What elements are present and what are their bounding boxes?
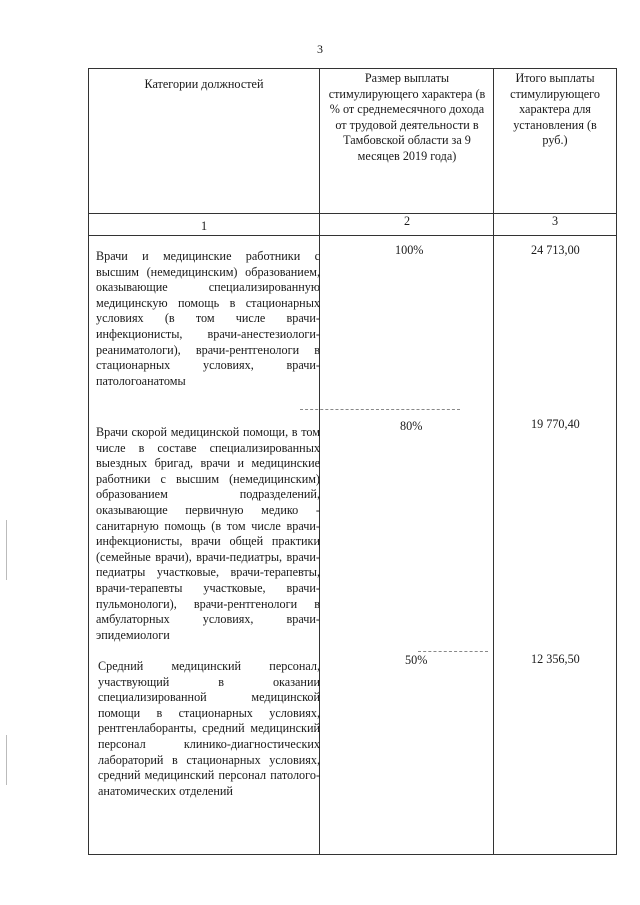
row-amount: 24 713,00 xyxy=(531,243,580,257)
row-divider xyxy=(418,651,488,652)
row-amount: 19 770,40 xyxy=(531,417,580,431)
row-percent: 80% xyxy=(400,419,423,433)
scan-edge-mark xyxy=(6,520,7,580)
column-number: 1 xyxy=(200,219,208,233)
header-total-amount: Итого выплаты стимулирующего характера для установления (в руб.) xyxy=(510,71,600,148)
row-category: Средний медицинский персонал, участвующий в оказании специализированной медицинской помощи в стационарных условиях, рентгенлаборанты, средний медицинский персонал клинико-диагностических лабораторий в стационарных условиях, средний медицинский персонал патолого-анатомических отделений xyxy=(98,659,320,798)
table-border-left xyxy=(88,68,89,855)
row-amount: 12 356,50 xyxy=(531,652,580,666)
table-border-right xyxy=(616,68,617,855)
scan-edge-mark xyxy=(6,735,7,785)
row-divider xyxy=(300,409,460,410)
row-category: Врачи и медицинские работники с высшим (немедицинским) образованием, оказывающие специализированную медицинскую помощь в стационарных условиях (в том числе врачи-инфекционисты, врачи-анестезиологи- реаниматологи), врачи-рентгенологи в стационарных условиях, врачи-патологоанатомы xyxy=(96,249,320,388)
row-percent: 50% xyxy=(405,653,428,667)
column-number: 3 xyxy=(551,214,559,228)
row-percent: 100% xyxy=(395,243,424,257)
page-number: 3 xyxy=(317,42,323,56)
payments-table xyxy=(88,68,617,855)
header-percent: Размер выплаты стимулирующего характера (в % от среднемесячного дохода от трудовой деятельности в Тамбовской области за 9 месяцев 2019 года) xyxy=(328,71,486,163)
table-column-divider xyxy=(493,68,494,855)
column-number: 2 xyxy=(403,214,411,228)
column-numbers-divider xyxy=(88,235,617,236)
table-border-bottom xyxy=(88,854,617,855)
header-categories: Категории должностей xyxy=(144,77,264,91)
table-border-top xyxy=(88,68,617,69)
row-category: Врачи скорой медицинской помощи, в том числе в составе специализированных выездных бригад, врачи и медицинские работники с высшим (немедицинским) образованием подразделений, оказывающие первичную медико - санитарную помощь (в том числе врачи-инфекционисты, врачи общей практики (семейные врачи), врачи-педиатры, врачи-педиатры участковые, врачи-терапевты, врачи-терапевты участковые, врачи-пульмонологи), врачи-рентгенологи в амбулаторных условиях, врачи-эпидемиологи xyxy=(96,425,320,642)
